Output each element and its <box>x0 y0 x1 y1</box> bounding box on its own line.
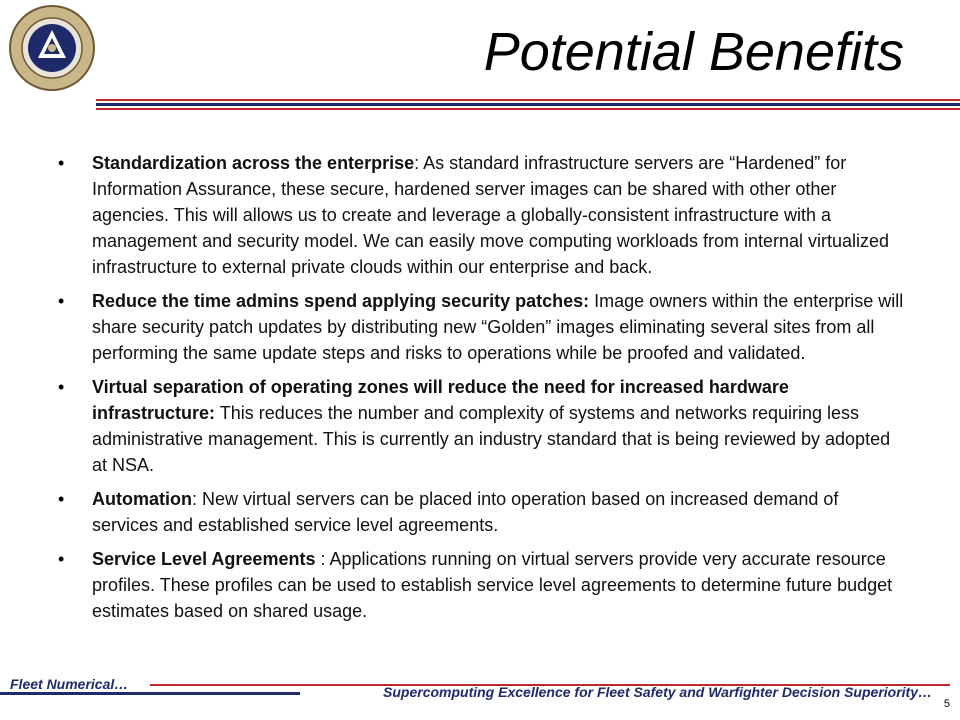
bullet-icon: • <box>58 549 65 569</box>
bullet-icon: • <box>58 153 65 173</box>
bullet-text <box>92 288 908 366</box>
footer-divider-blue <box>0 692 300 695</box>
bullet-icon: • <box>58 291 65 311</box>
bullet-item <box>58 546 908 624</box>
header-divider-blue <box>96 103 960 106</box>
header-divider-red-bottom <box>96 108 960 110</box>
bullet-body: : New virtual servers can be placed into operation based on increased demand of services and established service level agreements. <box>92 489 839 535</box>
bullet-item <box>58 288 908 366</box>
bullet-body: : Applications running on virtual servers provide very accurate resource profiles. These profiles can be used to establish service level agreements to determine future budget estimates based on shared usage. <box>92 549 893 621</box>
bullet-icon: • <box>58 489 65 509</box>
bullet-heading: Reduce the time admins spend applying security patches: <box>92 291 590 311</box>
header-divider-red-top <box>96 99 960 101</box>
bullet-item <box>58 486 908 538</box>
page-title: Potential Benefits <box>483 22 904 82</box>
bullet-heading: Virtual separation of operating zones will reduce the need for increased hardware infrastructure: <box>92 377 789 423</box>
bullet-text <box>92 486 908 538</box>
bullet-body: : As standard infrastructure servers are “Hardened” for Information Assurance, these secure, hardened server images can be shared with other other agencies. This will allows us to create and leverage a globally-consistent infrastructure with a management and security model. We can easily move computing workloads from internal virtualized infrastructure to external private clouds within our enterprise and back. <box>92 153 890 277</box>
footer-org-name: Fleet Numerical… <box>10 676 129 692</box>
bullet-item <box>58 150 908 280</box>
bullet-text <box>92 150 908 280</box>
footer-tagline: Supercomputing Excellence for Fleet Safety and Warfighter Decision Superiority… <box>383 684 932 700</box>
bullet-body: Image owners within the enterprise will share security patch updates by distributing new “Golden” images eliminating several sites from all performing the same update steps and risks to operations while be proofed and validated. <box>92 291 904 363</box>
bullet-heading: Automation <box>92 489 192 509</box>
bullet-text <box>92 546 908 624</box>
bullet-heading: Standardization across the enterprise <box>92 153 415 173</box>
bullet-list <box>58 150 908 632</box>
bullet-heading: Service Level Agreements <box>92 549 316 569</box>
fleet-numerical-seal-icon <box>8 4 96 92</box>
bullet-icon: • <box>58 377 65 397</box>
page-number: 5 <box>943 698 950 710</box>
bullet-body: This reduces the number and complexity of systems and networks requiring less administrative management. This is currently an industry standard that is being reviewed by adopted at NSA. <box>92 403 891 475</box>
bullet-text <box>92 374 908 478</box>
bullet-item <box>58 374 908 478</box>
